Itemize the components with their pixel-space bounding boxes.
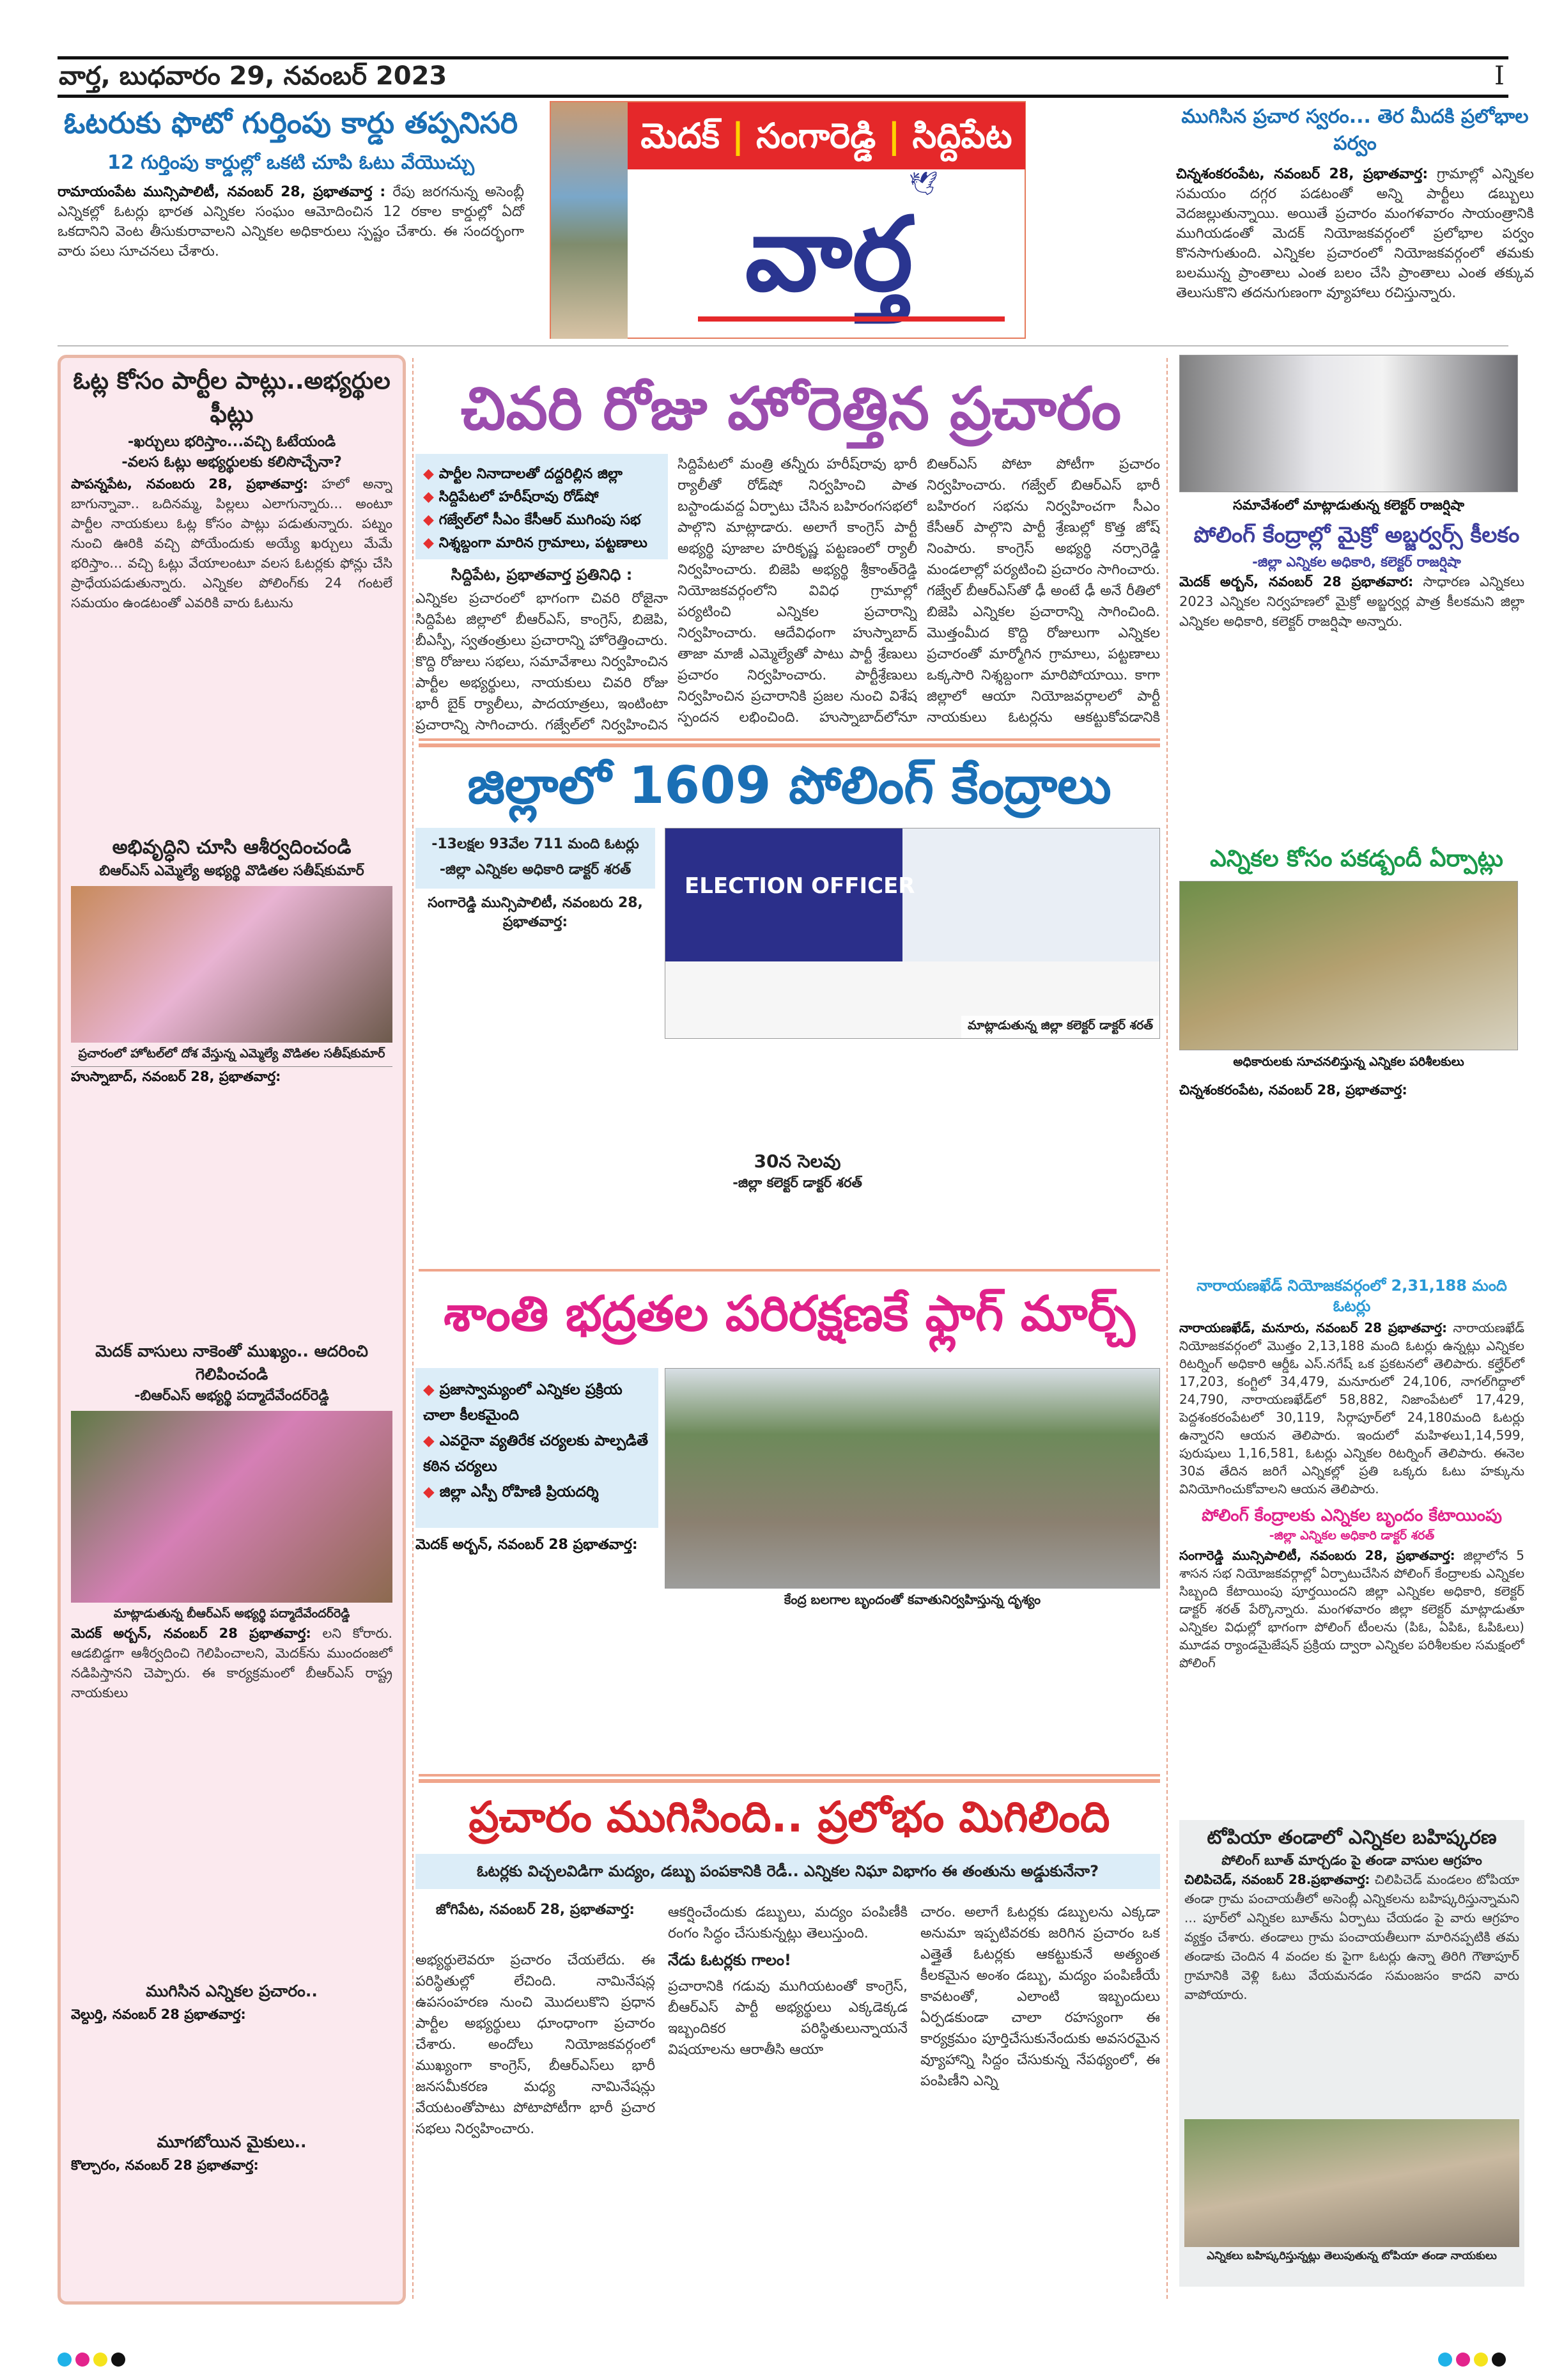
district-sangareddy: సంగారెడ్డి <box>756 116 876 156</box>
body-text: జిల్లాలోన 5 శాసన సభ నియోజకవర్గాల్లో ఏర్పాటుచేసిన పోలింగ్ కేంద్రాలకు ఎన్నికల సిబ్బంది కేటాయింపు పూర్తయిందని జిల్లా ఎన్నికల అధికారి, కలెక్టర్ డాక్టర్ శరత్ పేర్కొన్నారు. మంగళవారం జిల్లా కలెక్టర్ మాట్లాడుతూ ఎన్నికల విధుల్లో భాగంగా పోలింగ్ టీంలను (పిఓ, ఏపిఓ, ఓపిఓలు) మూడవ ర్యాండమైజేషన్ ప్రక్రియ ద్వారా ఎన్నికల పరిశీలకుల సమక్షంలో పోలింగ్ <box>1179 1548 1524 1670</box>
headline: ముగిసిన ఎన్నికల ప్రచారం.. <box>146 1982 318 2000</box>
dateline: హుస్నాబాద్, నవంబర్ 28, ప్రభాతవార్త: <box>71 1069 281 1084</box>
body-text: హలో అన్నా బాగున్నావా.. ఒదినమ్మ, పిల్లలు ఎలాగున్నారు... అంటూ పార్టీల నాయకులు ఓట్ల కోసం పాట్లు పడుతున్నారు. పట్నం నుంచి ఊరికి వచ్చి పోయేందుకు అయ్యే ఖర్చులు మేమే భరిస్తాం... వచ్చి ఓట్లు వేయాలంటూ వలస ఓటర్లకు ఫోన్లు చేసి ప్రాధేయపడుతున్నారు. ఎన్నికల పోలింగ్‌కు 24 గంటలే సమయం ఉండటంతో ఎవరికి వారు ఓటును <box>71 476 392 611</box>
photo-election-observers <box>1179 881 1518 1050</box>
photo-collector-meeting <box>1179 355 1518 492</box>
dateline: కొల్చారం, నవంబర్ 28 ప్రభాతవార్త: <box>71 2158 259 2173</box>
masthead <box>550 101 1026 339</box>
photo-flag-march <box>665 1368 1160 1589</box>
story-divider <box>419 738 1160 747</box>
left-column-box <box>58 355 406 2305</box>
subhead: -జిల్లా ఎన్నికల అధికారి డాక్టర్ శరత్ <box>439 862 631 878</box>
headline: ముగిసిన ప్రచార స్వరం... తెర మీదకి ప్రలోభాల పర్వం <box>1181 105 1529 155</box>
photo-caption: సమావేశంలో మాట్లాడుతున్న కలెక్టర్ రాజర్షిషా <box>1232 497 1465 513</box>
inner-headline: నేడు ఓటర్లకు గాలం! <box>668 1951 791 1969</box>
dateline: రామాయంపేట మున్సిపాలిటీ, నవంబర్ 28, ప్రభాతవార్త : <box>58 184 386 200</box>
column-separator <box>1166 358 1168 2301</box>
headline: పోలింగ్ కేంద్రాల్లో మైక్రో అబ్జర్వర్స్ కీలకం <box>1193 522 1520 548</box>
headline-polling-centres: జిల్లాలో 1609 పోలింగ్ కేంద్రాలు <box>467 756 1111 815</box>
photo-thanda-leaders <box>1184 2119 1519 2247</box>
headline: మూగబోయిన మైకులు.. <box>157 2133 307 2151</box>
dateline: సంగారెడ్డి మున్సిపాలిటీ, నవంబరు 28, ప్రభాతవార్త: <box>1179 1548 1455 1563</box>
headline: ఓట్ల కోసం పార్టీల పాట్లు..అభ్యర్థుల ఫీట్లు <box>73 367 391 428</box>
body-column: ఎన్నికల ప్రచారంలో భాగంగా చివరి రోజైనా సిద్దిపేట జిల్లాలో బీఆర్‌ఎస్, కాంగ్రెస్, బిజెపి, బీఎస్పీ, స్వతంత్రులు ప్రచారాన్ని హోరెత్తించారు. కొద్ది రోజులు సభలు, సమావేశాలు నిర్వహించిన పార్టీల అభ్యర్థులు, నాయకులు చివరి రోజు భారీ బైక్ ర్యాలీలు, పాదయాత్రలు, ఇంటింటా ప్రచారాన్ని సాగించారు. గజ్వేల్‌లో నిర్వహించిన <box>415 591 668 733</box>
headline: ఎన్నికల కోసం పకడ్బందీ ఏర్పాట్లు <box>1210 846 1503 872</box>
dateline: సంగారెడ్డి మున్సిపాలిటీ, నవంబరు 28, ప్రభాతవార్త: <box>428 895 643 930</box>
subhead: బిఆర్‌ఎస్ ఎమ్మెల్యే అభ్యర్థి వొడితల సతీష్‌కుమార్ <box>99 863 364 879</box>
dateline: చిన్నశంకరంపేట, నవంబర్ 28, ప్రభాతవార్త: <box>1176 166 1429 182</box>
district-banner: మెదక్ | సంగారెడ్డి | సిద్దిపేట <box>628 102 1025 169</box>
photo-caption: ఎన్నికలు బహిష్కరిస్తున్నట్లు తెలుపుతున్న టోపియా తండా నాయకులు <box>1207 2250 1497 2262</box>
headline-main: చివరి రోజు హోరెత్తిన ప్రచారం <box>460 375 1122 443</box>
body-column: చారం. అలాగే ఓటర్లకు డబ్బులను ఎక్కడా అనుమా ఇప్పటివరకు జరిగిన ప్రచారం ఒక ఎత్తైతే ఓటర్లకు ఆకట్టుకునే అత్యంత కీలకమైన అంశం డబ్బు, మద్యం పంపిణీయే కావటంతో, ఎలాంటి ఇబ్బందులు ఏర్పడకుండా చాలా రహస్యంగా ఈ కార్యక్రమం పూర్తిచేసుకునేందుకు అవసరమైన వ్యూహాన్ని సిద్దం చేసుకున్న నేపథ్యంలో, ఈ పంపిణీని ఎన్ని <box>920 1904 1160 2089</box>
article-top-left <box>58 105 524 261</box>
thanda-boycott-box <box>1179 1820 1524 2287</box>
headline: ఓటరుకు ఫొటో గుర్తింపు కార్డు తప్పనిసరి <box>63 105 518 140</box>
dateline: మెదక్ అర్బన్, నవంబర్ 28 ప్రభాతవార్త: <box>71 1626 311 1641</box>
photo-caption: మాట్లాడుతున్న జిల్లా కలెక్టర్ డాక్టర్ శరత్ <box>961 1016 1159 1038</box>
column-separator <box>412 358 414 2301</box>
subhead: -వలస ఓట్లు అభ్యర్థులకు కలిసొచ్చేనా? <box>121 454 342 471</box>
district-medak: మెదక్ <box>640 116 720 156</box>
photo-campaign-hotel <box>71 886 392 1043</box>
header-top-rule <box>58 56 1508 59</box>
subhead: -ఖర్చులు భరిస్తాం...వచ్చి ఓటేయండి <box>127 433 336 450</box>
body-text: నారాయణఖేడ్ నియోజకవర్గంలో మొత్తం 2,13,188 మంది ఓటర్లు ఉన్నట్లు ఎన్నికల రిటర్నింగ్ అధికారి ఆర్డీఓ ఎస్.నగేష్ ఒక ప్రకటనలో తెలిపారు. కల్హేర్‌లో 17,203, కంగ్టిలో 34,479, మనూరులో 24,106, నాగల్‌గిద్దాలో 24,790, నారాయణఖేడ్‌లో 58,882, నిజాంపేటలో 17,429, పెద్దశంకరంపేటలో 30,119, సిర్గాపూర్‌లో 24,180మంది ఓటర్లు ఉన్నారని ఆయన తెలిపారు. ఇందులో మహిళలు1,14,599, పురుషులు 1,16,581, ఓటర్లు ఎన్నికల రిటర్నింగ్ తెలిపారు. ఈనెల 30వ తేదిన జరిగే ఎన్నికల్లో ప్రతి ఒక్కరు ఓటు హక్కును వినియోగించుకోవాలని ఆయన తెలిపారు. <box>1179 1320 1525 1497</box>
logo: వార్త <box>745 194 913 314</box>
body-text: రేపు జరగనున్న అసెంబ్లీ ఎన్నికల్లో ఓటర్లు భారత ఎన్నికల సంఘం ఆమోదించిన 12 రకాల కార్డుల్లో ఏదో ఒకదానిని వెంట తీసుకురావాలని ఎన్నికల అధికారులు స్పష్టం చేశారు. ఈ సందర్భంగా వారు పలు సూచనలు చేశారు. <box>58 184 524 260</box>
highlight-item: ◆ జిల్లా ఎస్పీ రోహిణి ప్రియదర్శి <box>423 1479 651 1505</box>
photo-padma-devender <box>71 1411 392 1603</box>
highlight-item: ◆ నిశ్శబ్దంగా మారిన గ్రామాలు, పట్టణాలు <box>423 532 660 555</box>
photo-banner-text: ELECTION OFFICER <box>685 873 915 899</box>
dateline: నారాయణఖేడ్, మనూరు, నవంబర్ 28 ప్రభాతవార్త: <box>1179 1320 1448 1335</box>
right-column-lower <box>1179 1275 1524 2287</box>
dateline: సిద్దిపేట, ప్రభాతవార్త ప్రతినిధి : <box>451 566 633 584</box>
photo-caption: మాట్లాడుతున్న బీఆర్‌ఎస్ అభ్యర్థి పద్మాదేవేందర్‌రెడ్డి <box>113 1606 350 1621</box>
headline: అభివృద్ధిని చూసి ఆశీర్వదించండి <box>112 836 352 859</box>
dateline: పాపన్నపేట, నవంబరు 28, ప్రభాతవార్త: <box>71 476 309 492</box>
subhead: -జిల్లా ఎన్నికల అధికారి, కలెక్టర్ రాజర్షిషా <box>1252 554 1461 570</box>
headline: నారాయణఖేడ్ నియోజకవర్గంలో 2,31,188 మంది ఓటర్లు <box>1196 1277 1507 1315</box>
center-story4-middle-column <box>668 1902 908 2232</box>
highlight-item: ◆ పార్టీల నినాదాలతో దద్దరిల్లిన జిల్లా <box>423 463 660 486</box>
body-column: ఆకర్షించేందుకు డబ్బులు, మద్యం పంపిణీకి రంగం సిద్ధం చేసుకున్నట్లు తెలుస్తుంది. <box>668 1904 908 1941</box>
dateline: మెదక్ అర్బన్, నవంబర్ 28 ప్రభాతవార: <box>1179 574 1414 589</box>
header-bottom-rule <box>58 95 1508 98</box>
highlights-box <box>415 1368 658 1528</box>
body-text: లని కోరారు. ఆడబిడ్డగా ఆశీర్వదించి గెలిపించాలని, మెదక్‌ను ముందంజలో నడిపిస్తానని చెప్పారు. ఈ కార్యక్రమంలో బీఆర్‌ఎస్ రాష్ట్ర నాయకులు <box>71 1626 392 1700</box>
body-text: గ్రామాల్లో ఎన్నికల సమయం దగ్గర పడటంతో అన్ని పార్టీలు డబ్బులు వెదజల్లుతున్నాయి. అయితే ప్రచారం మంగళవారం సాయంత్రానికి ముగియడంతో మెదక్ నియోజకవర్గంలో ప్రలోభాల పర్వం కొనసాగుతుంది. ఎన్నికల ప్రచారంలో నియోజకవర్గంలో తమకు బలమున్న ప్రాంతాలు ఎంత బలం చేసి ప్రాంతాలు ఎంత తక్కువ తెలుసుకొని తదనుగుణంగా వ్యూహాలు రచిస్తున్నారు. <box>1176 166 1534 301</box>
logo-underline <box>698 316 1005 322</box>
section-divider <box>58 345 1508 346</box>
headline: పోలింగ్ కేంద్రాలకు ఎన్నికల బృందం కేటాయింపు <box>1202 1506 1502 1525</box>
highlight-item: ◆ ఎవరైనా వ్యతిరేక చర్యలకు పాల్పడితే కఠిన చర్యలు <box>423 1428 651 1479</box>
dove-icon: 🕊 <box>909 171 938 197</box>
photo-collage <box>551 102 628 339</box>
dateline: వెల్దుర్తి, నవంబర్ 28 ప్రభాతవార్త: <box>71 2007 246 2022</box>
headline-flag-march: శాంతి భద్రతల పరిరక్షణకే ఫ్లాగ్ మార్చ్ <box>444 1285 1135 1342</box>
inner-headline: 30న సెలవు <box>754 1151 841 1172</box>
headline: టోపియా తండాలో ఎన్నికల బహిష్కరణ <box>1207 1826 1497 1849</box>
body-text: సాధారణ ఎన్నికలు 2023 ఎన్నికల నిర్వహణలో మైక్రో అబ్జర్వర్ల పాత్ర కీలకమని జిల్లా ఎన్నికల అధికారి, కలెక్టర్ రాజర్షిషా అన్నారు. <box>1179 574 1524 629</box>
body-column: ప్రచారానికి గడువు ముగియటంతో కాంగ్రెస్, బీఆర్‌ఎస్ పార్టీ అభ్యర్థులు ఎక్కడెక్కడ ఇబ్బందికర పరిస్థితులున్నాయనే విషయాలను ఆరాతీసి ఆయా <box>668 1979 908 2058</box>
subhead-box: ఓటర్లకు విచ్చలవిడిగా మద్యం, డబ్బు పంపకానికి రెడీ.. ఎన్నికల నిఘా విభాగం ఈ తంతును అడ్డుకునేనా? <box>415 1854 1160 1889</box>
body-column: బిఆర్‌ఎస్ పోటా పోటీగా ప్రచారం నిర్వహించారు. గజ్వేల్ బిఆర్‌ఎస్ భారీ బహిరంగ సభను నిర్వహించగా సీఎం కేసీఆర్ పాల్గొని పార్టీ శ్రేణుల్లో కొత్త జోష్ నింపారు. కాంగ్రెస్ అభ్యర్థి నర్సారెడ్డి మండలాల్లో పర్యటించి ప్రచారం సాగించారు. గజ్వేల్ బీఆర్‌ఎస్‌తో ఢీ అంటే ఢీ అనే రీతిలో బిజెపి ఎన్నికల ప్రచారాన్ని సాగించింది. మొత్తంమీద కొద్ది రోజులుగా ఎన్నికల ప్రచారంతో మార్మోగిన గ్రామాలు, పట్టణాలు ఒక్కసారి నిశ్శబ్దంగా మారిపోయాయి. కాగా జిల్లాలో ఆయా నియోజవర్గాలలో పార్టీ నాయకులు ఓటర్లను ఆకట్టుకోవడానికి <box>927 456 1160 726</box>
headline-campaign-ends: ప్రచారం ముగిసింది.. ప్రలోభం మిగిలింది <box>468 1793 1110 1842</box>
dateline: చిలిపిచెడ్, నవంబర్ 28.ప్రభాతవార్త: <box>1184 1872 1370 1887</box>
print-registration-marks <box>58 2353 129 2369</box>
story-divider <box>419 1774 1160 1783</box>
highlight-item: ◆ సిద్దిపేటలో హరీష్‌రావు రోడ్‌షో <box>423 486 660 509</box>
dateline-header: వార్త, బుధవారం 29, నవంబర్ 2023 <box>59 61 447 91</box>
page-number: I <box>1494 61 1505 91</box>
subhead: -13లక్షల 93వేల 711 మంది ఓటర్లు <box>431 836 639 852</box>
highlight-item: ◆ గజ్వేల్‌లో సీఎం కేసీఆర్ ముగింపు సభ <box>423 509 660 532</box>
dateline: చిన్నశంకరంపేట, నవంబర్ 28, ప్రభాతవార్త: <box>1179 1082 1407 1098</box>
body-text: చిలిపిచెడ్ మండలం టోపియా తండా గ్రామ పంచాయతీలో అసెంబ్లీ ఎన్నికలను బహిష్కరిస్తున్నామని ... పూర్‌లో ఎన్నికల బూత్‌ను ఏర్పాటు చేయడం పై వారు ఆగ్రహం వ్యక్తం చేశారు. తండాలు గ్రామ పంచాయతీలుగా మారినప్పటికి తమ తండాకు చెందిన 4 వందల కు పైగా ఓటర్లు ఉన్నా తిరిగి గౌతాపూర్ గ్రామానికి వెళ్లి ఓటు వేయమనడం సమంజసం కాదని వారు వాపోయారు. <box>1184 1872 1519 2002</box>
body-column: అభ్యర్థులెవరూ ప్రచారం చేయలేదు. ఈ పరిస్థితుల్లో లేచింది. నామినేషన్ల ఉపసంహరణ నుంచి మొదలుకొని ప్రధాన పార్టీల అభ్యర్థులు ధూంధాంగా ప్రచారం చేశారు. అందోలు నియోజకవర్గంలో ముఖ్యంగా కాంగ్రెస్, బీఆర్‌ఎస్‌లు భారీ జనసమీకరణ మధ్య నామినేషన్లు వేయటంతోపాటు పోటాపోటీగా భారీ ప్రచార సభలు నిర్వహించారు. <box>415 1952 655 2137</box>
photo-collector-press-meet <box>665 828 1160 1039</box>
subhead-box <box>415 828 655 889</box>
body-column: సిద్దిపేటలో మంత్రి తన్నీరు హరీష్‌రావు భారీ ర్యాలీతో రోడ్‌షో నిర్వహించి పాత బస్టాండువద్ద ఏర్పాటు చేసిన బహిరంగసభలో పాల్గొని మాట్లాడారు. అలాగే కాంగ్రెస్ పార్టీ అభ్యర్థి పూజాల హరికృష్ణ పట్టణంలో ర్యాలీ నిర్వహించారు. బిజెపి అభ్యర్థి శ్రీకాంత్‌రెడ్డి నియోజకవర్గంలోని వివిధ గ్రామాల్లో పర్యటించి ఎన్నికల ప్రచారాన్ని నిర్వహించారు. ఆదేవిధంగా హుస్నాబాద్ తాజా మాజీ ఎమ్మెల్యేతో పాటు పార్టీ శ్రేణులు ప్రచారం నిర్వహించారు. పార్టీశ్రేణులు నిర్వహించిన ప్రచారానికి ప్రజల నుంచి విశేష స్పందన లభించింది. హుస్నాబాద్‌లోనూ <box>677 456 917 726</box>
photo-caption: ప్రచారంలో హోటల్‌లో దోశ వేస్తున్న ఎమ్మెల్యే వొడితల సతీష్‌కుమార్ <box>71 1046 392 1067</box>
photo-caption: కేంద్ర బలగాల బృందంతో కవాతునిర్వహిస్తున్న దృశ్యం <box>784 1592 1041 1607</box>
subhead: -బిఆర్‌ఎస్ అభ్యర్థి పద్మాదేవేందర్‌రెడ్డి <box>134 1388 329 1404</box>
print-registration-marks <box>1438 2353 1510 2369</box>
highlights-box <box>415 454 668 559</box>
article-top-right <box>1176 105 1534 303</box>
dateline: జోగిపేట, నవంబర్ 28, ప్రభాతవార్త: <box>435 1902 635 1918</box>
photo-caption: అధికారులకు సూచనలిస్తున్న ఎన్నికల పరిశీలకులు <box>1233 1055 1464 1069</box>
story-divider <box>419 1269 1160 1272</box>
highlight-item: ◆ ప్రజాస్వామ్యంలో ఎన్నికల ప్రక్రియ చాలా కీలకమైంది <box>423 1377 651 1428</box>
dateline: మెదక్ అర్బన్, నవంబర్ 28 ప్రభాతవార్త: <box>415 1537 638 1553</box>
district-siddipet: సిద్దిపేట <box>912 116 1012 156</box>
headline: మెదక్ వాసులు నాకెంతో ముఖ్యం.. ఆదరించి గెలిపించండి <box>95 1342 368 1383</box>
subhead: 12 గుర్తింపు కార్డుల్లో ఒకటి చూపి ఓటు వేయొచ్చు <box>107 152 475 174</box>
inner-subhead: -జిల్లా కలెక్టర్ డాక్టర్ శరత్ <box>732 1175 862 1190</box>
subhead: పోలింగ్ బూత్ మార్చడం పై తండా వాసుల ఆగ్రహం <box>1221 1853 1482 1868</box>
subhead: -జిల్లా ఎన్నికల అధికారి డాక్టర్ శరత్ <box>1269 1528 1435 1543</box>
